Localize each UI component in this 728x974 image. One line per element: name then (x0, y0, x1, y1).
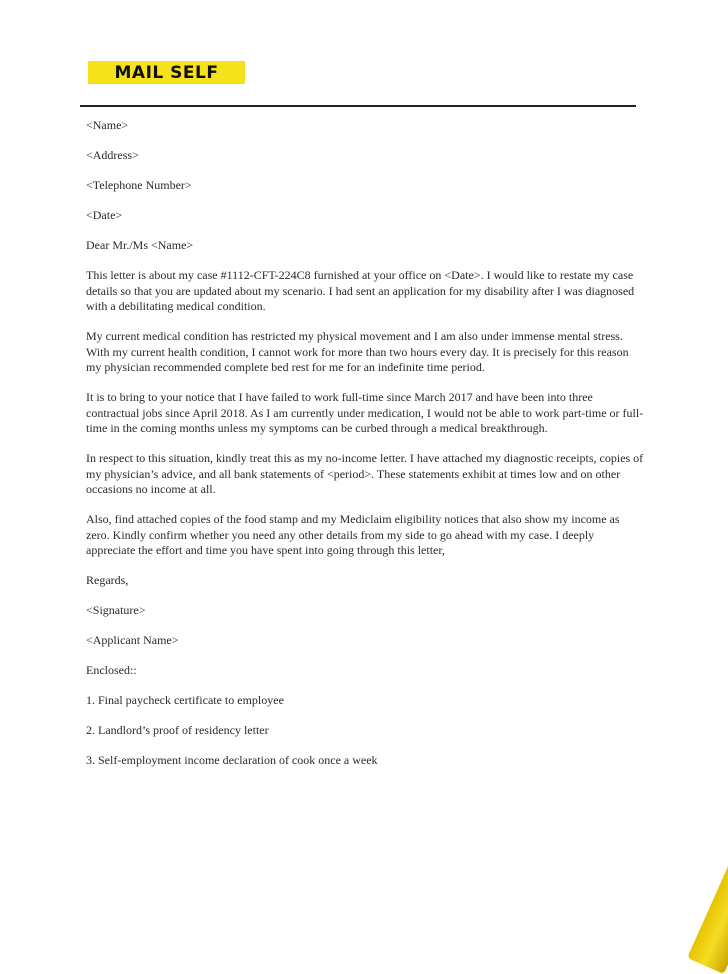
logo-text: MAIL SELF (114, 62, 219, 83)
closing: Regards, (86, 573, 129, 587)
body-paragraph: It is to bring to your notice that I have failed to work full-time since March 2017 and have been into three contractual jobs since April 2018. As I am currently under medication, I would not be able to work part-time or full-time in the coming months unless my symptoms can be curbed through a medical breakthrough. (86, 390, 644, 435)
sender-address: <Address> (86, 148, 139, 162)
sender-name: <Name> (86, 118, 129, 132)
enclosure-item: 2. Landlord’s proof of residency letter (86, 723, 269, 737)
decorative-corner-stripe (687, 830, 728, 974)
sender-telephone: <Telephone Number> (86, 178, 192, 192)
letter-date: <Date> (86, 208, 123, 222)
enclosed-label: Enclosed:: (86, 663, 137, 677)
body-paragraph: In respect to this situation, kindly treat this as my no-income letter. I have attached my diagnostic receipts, copies of my physician’s advice, and all bank statements of <period>. These statements exhibit at times low and on other occasions no income at all. (86, 451, 644, 496)
enclosure-item: 3. Self-employment income declaration of cook once a week (86, 753, 378, 767)
header-divider (80, 105, 636, 107)
body-paragraph: My current medical condition has restricted my physical movement and I am also under immense mental stress. With my current health condition, I cannot work for more than two hours every day. It is precisely for this reason my physician recommended complete bed rest for me for an indefinite time period. (86, 329, 629, 374)
body-paragraph: This letter is about my case #1112-CFT-224C8 furnished at your office on <Date>. I would like to restate my case details so that you are updated about my scenario. I had sent an application for my disability after I was diagnosed with a debilitating medical condition. (86, 268, 635, 313)
enclosure-item: 1. Final paycheck certificate to employee (86, 693, 284, 707)
logo (88, 61, 245, 84)
signature: <Signature> (86, 603, 146, 617)
body-paragraph: Also, find attached copies of the food stamp and my Mediclaim eligibility notices that also show my income as zero. Kindly confirm whether you need any other details from my side to go ahead with my case. I deeply appreciate the effort and time you have spent into going through this letter, (86, 512, 620, 557)
salutation: Dear Mr./Ms <Name> (86, 238, 194, 252)
letter-body (86, 118, 646, 783)
applicant-name: <Applicant Name> (86, 633, 179, 647)
